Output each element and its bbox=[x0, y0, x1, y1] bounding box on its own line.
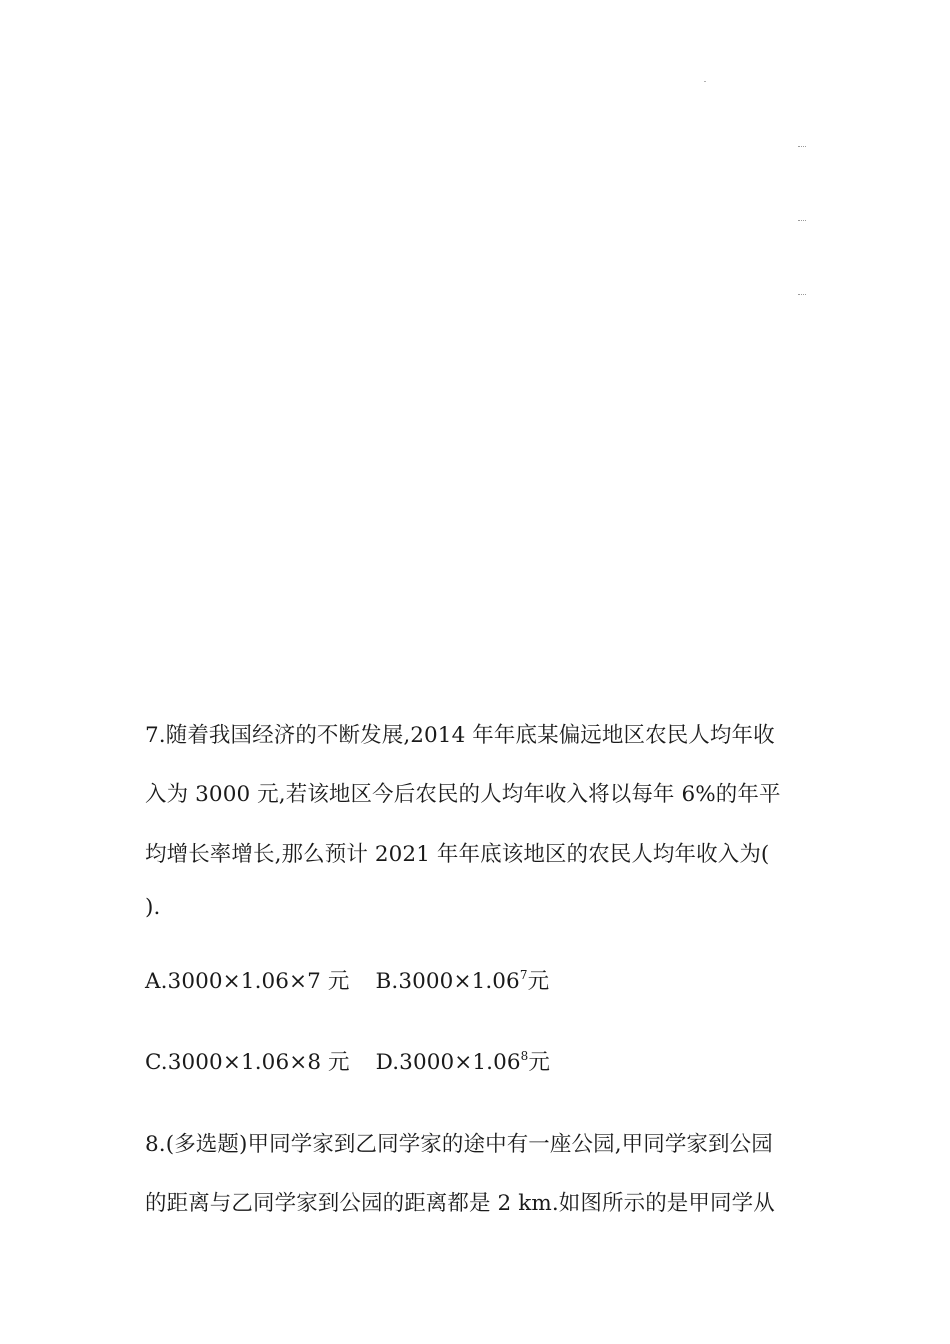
option-b-exponent: 7 bbox=[519, 968, 528, 982]
scan-mark bbox=[704, 81, 706, 82]
question-7-options-row-1 bbox=[145, 967, 549, 997]
option-c: C.3000×1.06×8 元 bbox=[145, 1050, 350, 1075]
option-b-base: B.3000×1.06 bbox=[375, 969, 520, 994]
question-7-line-4: ). bbox=[145, 895, 161, 920]
option-b-unit: 元 bbox=[527, 969, 550, 994]
option-a: A.3000×1.06×7 元 bbox=[145, 969, 350, 994]
question-7-options-row-2 bbox=[145, 1048, 550, 1078]
option-b bbox=[376, 967, 550, 997]
question-7-line-1: 7.随着我国经济的不断发展,2014 年年底某偏远地区农民人均年收 bbox=[145, 723, 775, 748]
option-d-unit: 元 bbox=[528, 1050, 551, 1075]
scan-mark bbox=[798, 294, 806, 296]
scan-mark bbox=[798, 146, 806, 148]
option-d-base: D.3000×1.06 bbox=[375, 1050, 521, 1075]
question-7-line-2: 入为 3000 元,若该地区今后农民的人均年收入将以每年 6%的年平 bbox=[145, 782, 781, 807]
option-d bbox=[376, 1048, 550, 1078]
question-8-line-1: 8.(多选题)甲同学家到乙同学家的途中有一座公园,甲同学家到公园 bbox=[145, 1132, 773, 1157]
scan-mark bbox=[798, 220, 806, 222]
option-d-exponent: 8 bbox=[520, 1049, 529, 1063]
question-8-line-2: 的距离与乙同学家到公园的距离都是 2 km.如图所示的是甲同学从 bbox=[145, 1191, 775, 1216]
question-7-line-3: 均增长率增长,那么预计 2021 年年底该地区的农民人均年收入为( bbox=[145, 842, 770, 867]
